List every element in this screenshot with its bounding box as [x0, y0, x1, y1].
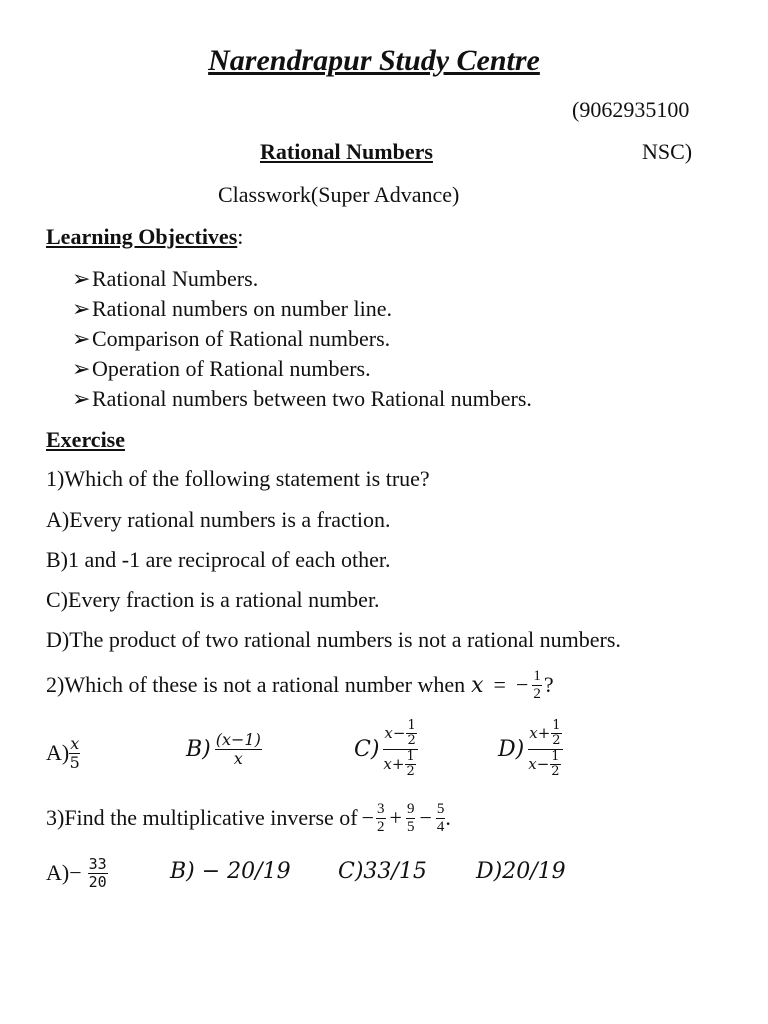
q2-option-a: A) $\frac{x}{5}$ [46, 733, 80, 772]
q2-equals: = [493, 672, 506, 697]
bullet-arrow-icon: ➢ [72, 356, 91, 381]
q1-option-d: D)The product of two rational numbers is not a rational numbers. [46, 627, 621, 652]
q3-fraction-1: $\frac{3}{2}$ [377, 801, 385, 835]
q2-option-d: D) x+ $\frac{1}{2}$ x− $\frac{1}{2}$ [498, 717, 561, 779]
page-title: Narendrapur Study Centre [208, 44, 540, 77]
q2-question-mark: ? [543, 672, 554, 697]
question-3-text: 3)Find the multiplicative inverse of [46, 805, 358, 830]
org-code: NSC) [642, 139, 693, 164]
q2-option-b: B) $\frac{(x-1)}{x}$ [186, 729, 261, 768]
topic-heading: Rational Numbers [260, 139, 433, 164]
q2-minus: − [515, 672, 529, 697]
q3-option-d: D)20/19 [476, 859, 566, 884]
q2-option-a-fraction: $\frac{x}{5}$ [69, 733, 80, 772]
exercise-heading: Exercise [46, 427, 126, 452]
question-2 [46, 663, 554, 707]
bullet-arrow-icon: ➢ [72, 326, 91, 351]
objective-item [72, 386, 532, 412]
q2-half-fraction: $\frac{1}{2}$ [533, 668, 541, 702]
objective-item [72, 266, 258, 292]
q2-option-c-fraction: x− $\frac{1}{2}$ x+ $\frac{1}{2}$ [383, 717, 416, 779]
objective-text: Rational Numbers. [92, 266, 259, 291]
objective-item [72, 326, 390, 352]
objectives-colon: : [237, 224, 244, 249]
objectives-heading: Learning Objectives [46, 224, 238, 249]
bullet-arrow-icon: ➢ [72, 296, 91, 321]
objective-text: Comparison of Rational numbers. [92, 326, 391, 351]
objective-text: Rational numbers between two Rational numbers. [92, 386, 532, 411]
objectives-heading-line [46, 224, 243, 250]
bullet-arrow-icon: ➢ [72, 386, 91, 411]
q1-option-a: A)Every rational numbers is a fraction. [46, 507, 391, 532]
objective-item [72, 356, 371, 382]
q3-option-a: A)− $\frac{33}{20}$ [46, 855, 107, 891]
objective-item [72, 296, 392, 322]
objective-text: Operation of Rational numbers. [92, 356, 371, 381]
objective-text: Rational numbers on number line. [92, 296, 392, 321]
question-3: 3)Find the multiplicative inverse of − $\frac{3}{2}$ + $\frac{9}{5}$ − $\frac{5}{4}$ . [46, 801, 451, 835]
q3-fraction-3: $\frac{5}{4}$ [436, 801, 445, 835]
bullet-arrow-icon: ➢ [72, 266, 91, 291]
q3-fraction-2: $\frac{9}{5}$ [406, 801, 415, 835]
subtitle: Classwork(Super Advance) [218, 182, 460, 207]
q3-option-c: C)33/15 [338, 859, 427, 884]
q2-option-b-fraction: $\frac{(x-1)}{x}$ [215, 729, 261, 768]
question-1: 1)Which of the following statement is true? [46, 466, 430, 491]
q2-option-d-fraction: x+ $\frac{1}{2}$ x− $\frac{1}{2}$ [528, 717, 561, 779]
phone-number: (9062935100 [572, 97, 690, 122]
q1-option-b: B)1 and -1 are reciprocal of each other. [46, 547, 391, 572]
q1-option-c: C)Every fraction is a rational number. [46, 587, 380, 612]
q3-option-b: B) − 20/19 [170, 859, 291, 884]
q2-variable: x [471, 672, 484, 698]
q2-option-c: C) x− $\frac{1}{2}$ x+ $\frac{1}{2}$ [354, 717, 416, 779]
question-2-text: 2)Which of these is not a rational number when [46, 672, 466, 697]
q3-option-a-fraction: $\frac{33}{20}$ [88, 855, 107, 891]
